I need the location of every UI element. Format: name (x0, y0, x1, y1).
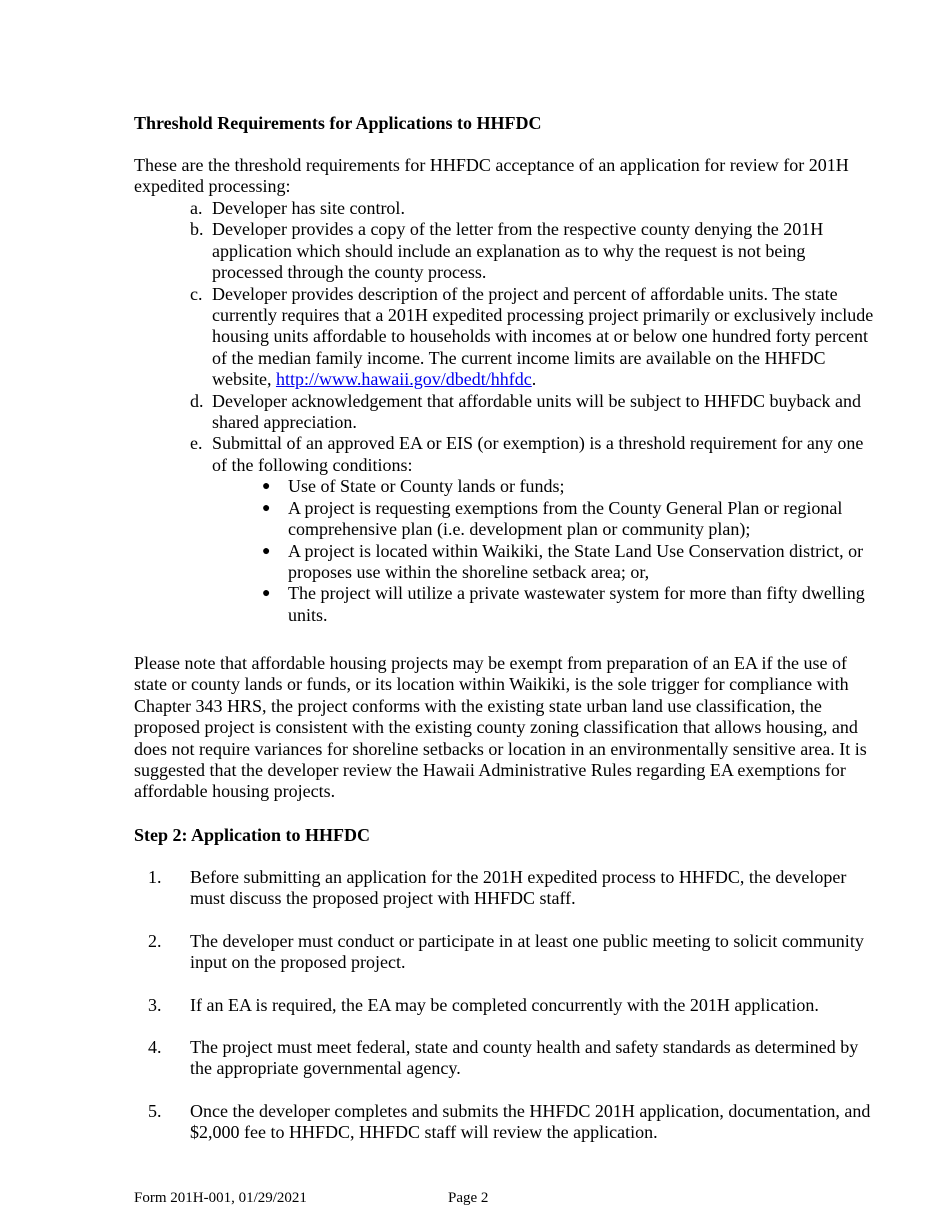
footer-form-id: Form 201H-001, 01/29/2021 (134, 1190, 307, 1206)
list-item (134, 284, 874, 391)
step-text: The project must meet federal, state and county health and safety standards as determined by the appropriate governmental agency. (190, 1037, 859, 1079)
step-text: Before submitting an application for the 201H expedited process to HHFDC, the developer must discuss the proposed project with HHFDC staff. (190, 867, 847, 909)
bullet-text: Use of State or County lands or funds; (288, 476, 565, 497)
threshold-heading: Threshold Requirements for Applications to HHFDC (134, 113, 542, 133)
list-marker: c. (190, 283, 203, 304)
list-marker: b. (190, 219, 204, 240)
bullet-icon: ● (262, 479, 271, 495)
ea-exemption-note: Please note that affordable housing projects may be exempt from preparation of an EA if the use of state or county lands or funds, or its location within Waikiki, is the sole trigger for compliance with Chapter 343 HRS, the project conforms with the existing state urban land use classification, the proposed project is consistent with the existing county zoning classification that allows housing, and does not require variances for shoreline setbacks or location in an environmentally sensitive area. It is suggested that the developer review the Hawaii Administrative Rules regarding EA exemptions for affordable housing projects. (134, 653, 867, 802)
list-item (134, 391, 874, 434)
step-item (134, 1101, 874, 1144)
step-item (134, 995, 874, 1016)
list-item-text: Submittal of an approved EA or EIS (or exemption) is a threshold requirement for any one of the following conditions: (212, 433, 864, 475)
step-text: Once the developer completes and submits the HHFDC 201H application, documentation, and $2,000 fee to HHFDC, HHFDC staff will review the application. (190, 1100, 871, 1143)
bullet-text: A project is requesting exemptions from the County General Plan or regional comprehensive plan (i.e. development plan or community plan); (288, 497, 843, 540)
threshold-requirements-list (134, 198, 874, 626)
list-item-text: Developer acknowledgement that affordable units will be subject to HHFDC buyback and shared appreciation. (212, 390, 861, 433)
bullet-text: The project will utilize a private wastewater system for more than fifty dwelling units. (288, 583, 865, 625)
bullet-icon: ● (262, 500, 271, 516)
step-text: The developer must conduct or participate in at least one public meeting to solicit community input on the proposed project. (190, 930, 864, 973)
list-marker: e. (190, 433, 203, 454)
step-number: 3. (148, 994, 162, 1015)
bullet-icon: ● (262, 586, 271, 602)
footer-page-number: Page 2 (448, 1190, 489, 1206)
list-marker: a. (190, 198, 203, 218)
hhfdc-website-link[interactable]: http://www.hawaii.gov/dbedt/hhfdc (275, 369, 532, 390)
step-number: 4. (148, 1037, 162, 1058)
list-marker: d. (190, 390, 204, 411)
step2-heading: Step 2: Application to HHFDC (134, 825, 371, 845)
bullet-item (212, 541, 874, 584)
step-number: 5. (148, 1100, 162, 1121)
step-number: 1. (148, 867, 162, 887)
bullet-icon: ● (262, 543, 271, 559)
list-item (134, 433, 874, 626)
list-item-text: Developer provides description of the project and percent of affordable units. The state currently requires that a 201H expedited processing project primarily or exclusively include housing units affordable to households with incomes at or below one hundred forty percent of the median family income. The current income limits are available on the HHFDC website, (212, 283, 874, 390)
bullet-item (212, 583, 874, 626)
intro-paragraph: These are the threshold requirements for HHFDC acceptance of an application for review for 201H expedited processing: (134, 155, 849, 197)
bullet-text: A project is located within Waikiki, the State Land Use Conservation district, or proposes use within the shoreline setback area; or, (288, 540, 864, 582)
step-number: 2. (148, 930, 162, 951)
conditions-list (212, 476, 874, 626)
list-item (134, 219, 874, 283)
list-item-text: Developer provides a copy of the letter from the respective county denying the 201H application which should include an explanation as to why the request is not being processed through the county process. (212, 219, 824, 283)
step-text: If an EA is required, the EA may be completed concurrently with the 201H application. (190, 994, 819, 1015)
list-item-text-end: . (531, 369, 537, 390)
list-item (134, 198, 874, 219)
step-item (134, 931, 874, 974)
bullet-item (212, 498, 874, 541)
list-item-text: Developer has site control. (212, 198, 405, 218)
bullet-item (212, 476, 874, 497)
step-item (134, 867, 874, 910)
step-item (134, 1037, 874, 1080)
application-steps-list (134, 867, 874, 1165)
